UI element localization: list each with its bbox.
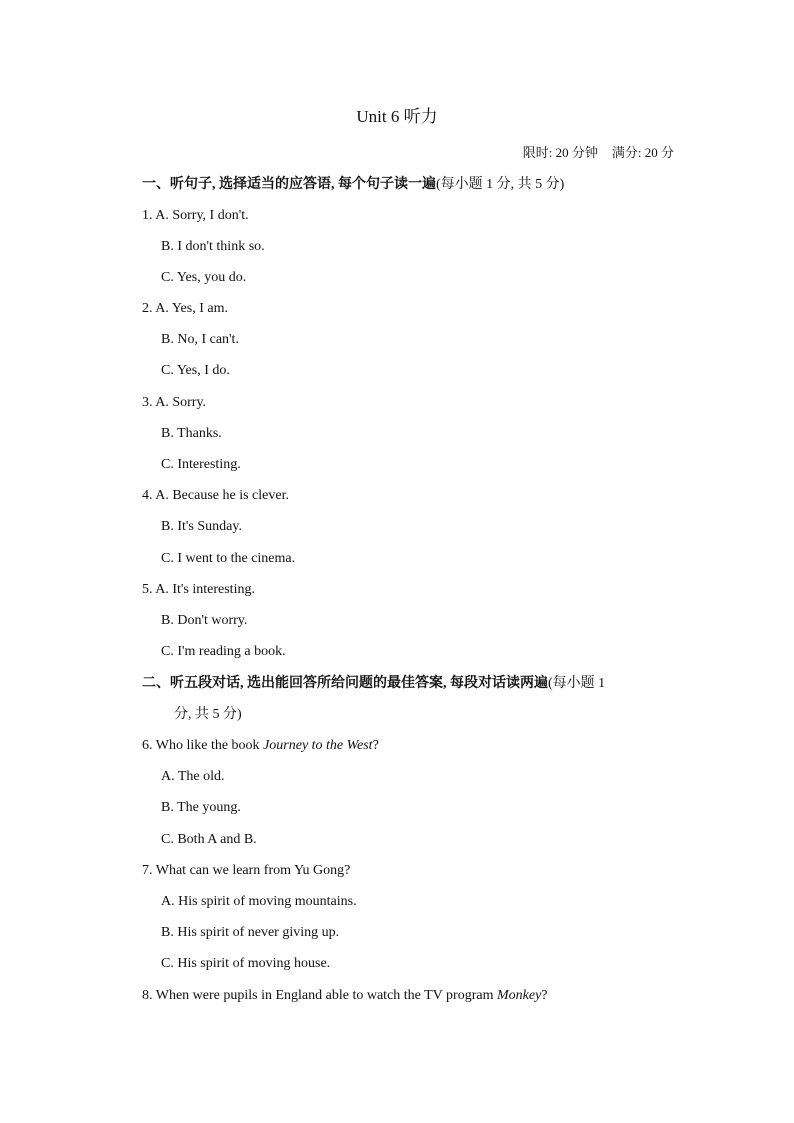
option-a: A. The old. — [161, 769, 225, 784]
program-title: Monkey — [496, 988, 542, 1003]
question-number: 2. — [142, 301, 153, 316]
question-5 — [142, 579, 255, 601]
question-8 — [142, 985, 548, 1007]
question-number: 3. — [142, 395, 153, 410]
section-2-note: (每小题 1 — [548, 676, 606, 691]
option-b: B. I don't think so. — [161, 239, 265, 254]
question-mark: ? — [372, 738, 379, 753]
question-2 — [142, 298, 228, 320]
option-b: B. The young. — [161, 800, 241, 815]
question-mark: ? — [541, 988, 548, 1003]
full-score: 满分: 20 分 — [611, 145, 674, 160]
page-title: Unit 6 听力 — [356, 107, 438, 126]
option-a: A. His spirit of moving mountains. — [161, 894, 357, 909]
option-a: A. Because he is clever. — [155, 488, 289, 503]
option-a: A. Sorry, I don't. — [155, 208, 249, 223]
option-a: A. Yes, I am. — [155, 301, 228, 316]
option-b: B. Don't worry. — [161, 613, 248, 628]
section-2-title: 二、听五段对话, 选出能回答所给问题的最佳答案, 每段对话读两遍 — [142, 676, 548, 691]
option-a: A. Sorry. — [155, 395, 207, 410]
option-c: C. Yes, I do. — [161, 363, 230, 378]
option-c: C. I went to the cinema. — [161, 551, 296, 566]
exam-meta — [523, 142, 674, 164]
option-c: C. His spirit of moving house. — [161, 956, 331, 971]
question-6 — [142, 735, 379, 757]
question-text: 6. Who like the book — [142, 738, 264, 753]
question-4 — [142, 485, 289, 507]
book-title: Journey to the West — [263, 738, 373, 753]
section-1-title: 一、听句子, 选择适当的应答语, 每个句子读一遍 — [142, 177, 436, 192]
time-limit: 限时: 20 分钟 — [522, 145, 598, 160]
section-2-heading — [142, 673, 605, 695]
question-3 — [142, 392, 206, 414]
question-1 — [142, 205, 249, 227]
question-number: 5. — [142, 582, 153, 597]
option-c: C. I'm reading a book. — [161, 644, 286, 659]
option-b: B. It's Sunday. — [161, 519, 242, 534]
option-b: B. His spirit of never giving up. — [161, 925, 340, 940]
option-a: A. It's interesting. — [155, 582, 255, 597]
option-c: C. Interesting. — [161, 457, 241, 472]
option-b: B. Thanks. — [161, 426, 222, 441]
question-text: 8. When were pupils in England able to watch the TV program — [142, 988, 497, 1003]
question-7: 7. What can we learn from Yu Gong? — [142, 863, 351, 878]
section-2-note-continued: 分, 共 5 分) — [174, 707, 242, 722]
option-c: C. Yes, you do. — [161, 270, 247, 285]
option-c: C. Both A and B. — [161, 832, 257, 847]
section-1-note: (每小题 1 分, 共 5 分) — [436, 177, 565, 192]
question-number: 4. — [142, 488, 153, 503]
section-1-heading — [142, 174, 564, 196]
question-number: 1. — [142, 208, 153, 223]
option-b: B. No, I can't. — [161, 332, 239, 347]
